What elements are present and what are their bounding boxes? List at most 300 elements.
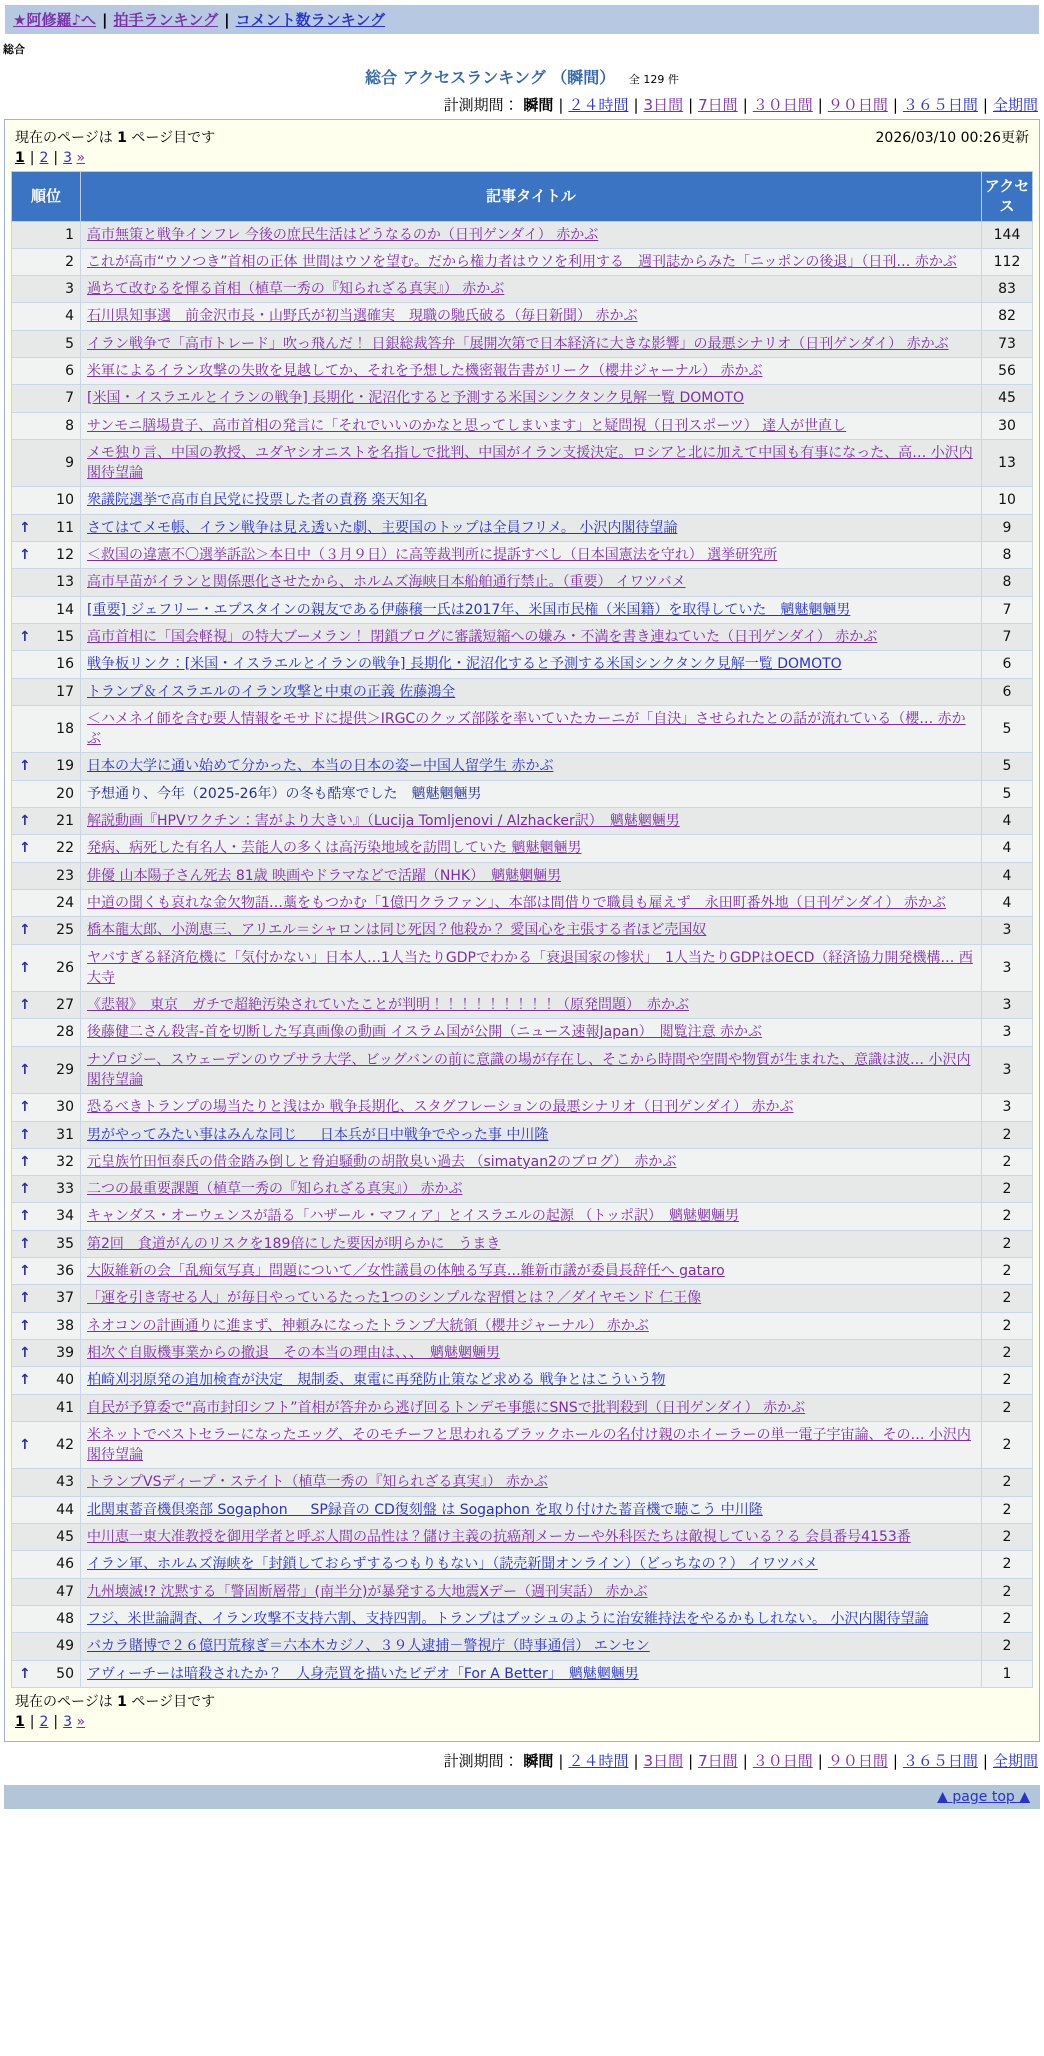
period-link[interactable]: ３６５日間 xyxy=(902,1751,978,1770)
rank-number: 32 xyxy=(56,1153,74,1170)
access-count: 3 xyxy=(982,992,1033,1019)
page-link[interactable]: 2 xyxy=(39,150,49,166)
article-link[interactable]: 高市早苗がイランと関係悪化させたから、ホルムズ海峡日本船舶通行禁止。（重要） イワツバメ xyxy=(87,574,686,591)
title-cell xyxy=(81,542,982,569)
table-row xyxy=(12,1230,1033,1257)
article-link[interactable]: キャンダス・オーウェンスが語る「ハザール・マフィア」とイスラエルの起源 （トッポ訳） 魑魅魍魎男 xyxy=(87,1208,739,1225)
article-link[interactable]: [重要] ジェフリー・エプスタインの親友である伊藤穣一氏は2017年、米国市民権（米国籍）を取得していた 魑魅魍魎男 xyxy=(87,601,851,618)
rank-number: 39 xyxy=(56,1344,74,1361)
article-link[interactable]: ナゾロジー、スウェーデンのウプサラ大学、ビッグバンの前に意識の場が存在し、そこから時間や空間や物質が生まれた、意識は波… 小沢内閣待望論 xyxy=(87,1051,971,1088)
access-count: 5 xyxy=(982,705,1033,753)
title-cell xyxy=(81,944,982,992)
rank-cell xyxy=(12,1019,81,1046)
table-row xyxy=(12,514,1033,541)
pagination-top xyxy=(11,148,1033,171)
period-link[interactable]: ３６５日間 xyxy=(902,96,978,114)
rank-cell xyxy=(12,357,81,384)
current-page-text: 現在のページは 1 ページ目です xyxy=(15,130,216,146)
rank-cell xyxy=(12,1469,81,1496)
rank-number: 2 xyxy=(65,253,74,270)
rank-number: 42 xyxy=(56,1437,74,1453)
title-cell xyxy=(81,1312,982,1339)
title-cell xyxy=(81,1469,982,1496)
access-count: 83 xyxy=(982,276,1033,303)
rank-up-arrow-icon: ↑ xyxy=(19,840,31,857)
access-count: 2 xyxy=(982,1176,1033,1203)
article-link[interactable]: 日本の大学に通い始めて分かった、本当の日本の姿ー中国人留学生 赤かぶ xyxy=(87,758,554,775)
title-cell xyxy=(81,221,982,248)
page-top-link[interactable]: ▲ page top ▲ xyxy=(937,1788,1030,1805)
rank-up-arrow-icon: ↑ xyxy=(19,1181,31,1198)
rank-cell xyxy=(12,412,81,439)
period-link[interactable]: ９０日間 xyxy=(827,96,888,114)
rank-number: 3 xyxy=(65,281,74,298)
article-link[interactable]: [米国・イスラエルとイランの戦争] 長期化・泥沼化すると予測する米国シンクタンク見解一覧 DOMOTO xyxy=(87,390,744,407)
separator: | xyxy=(982,1751,988,1770)
title-cell xyxy=(81,1230,982,1257)
separator: | xyxy=(102,11,108,29)
rank-cell xyxy=(12,808,81,835)
rank-cell xyxy=(12,1339,81,1366)
rank-number: 14 xyxy=(56,601,74,618)
article-link[interactable]: 米ネットでベストセラーになったエッグ、そのモチーフと思われるブラックホールの名付け親のホイーラーの単一電子宇宙論、その… 小沢内閣待望論 xyxy=(87,1426,971,1464)
rank-number: 30 xyxy=(56,1099,74,1116)
rank-cell xyxy=(12,1394,81,1421)
separator: | xyxy=(892,1751,898,1770)
rank-up-arrow-icon: ↑ xyxy=(19,1099,31,1116)
rank-cell xyxy=(12,1660,81,1687)
table-row xyxy=(12,1285,1033,1312)
table-row xyxy=(12,1094,1033,1121)
rank-number: 25 xyxy=(56,922,74,939)
rank-cell xyxy=(12,835,81,862)
rank-up-arrow-icon: ↑ xyxy=(19,628,31,645)
article-link[interactable]: 九州壊滅!? 沈黙する「警固断層帯」(南半分)が暴発する大地震Xデー（週刊実話） 赤かぶ xyxy=(87,1583,648,1600)
article-link[interactable]: 戦争板リンク：[米国・イスラエルとイランの戦争] 長期化・泥沼化すると予測する米国シンクタンク見解一覧 DOMOTO xyxy=(87,656,842,673)
article-link[interactable]: 大阪維新の会「乱痴気写真」問題について／女性議員の体触る写真…維新市議が委員長辞任へ gataro xyxy=(87,1263,725,1280)
article-link[interactable]: アヴィーチーは暗殺されたか？ 人身売買を描いたビデオ「For A Better」 魑魅魍魎男 xyxy=(87,1665,639,1682)
access-count: 73 xyxy=(982,330,1033,357)
title-cell xyxy=(81,385,982,412)
table-row xyxy=(12,835,1033,862)
rank-cell xyxy=(12,1421,81,1469)
period-nav-bottom xyxy=(0,1750,1038,1771)
next-page-link[interactable]: » xyxy=(76,1713,86,1730)
title-cell xyxy=(81,1285,982,1312)
article-link[interactable]: 第2回 食道がんのリスクを189倍にした要因が明らかに うまき xyxy=(87,1235,501,1252)
access-count: 2 xyxy=(982,1578,1033,1605)
access-count: 9 xyxy=(982,514,1033,541)
rank-number: 37 xyxy=(56,1290,74,1307)
article-link[interactable]: イラン戦争で「高市トレード」吹っ飛んだ！ 日銀総裁答弁「展開次第で日本経済に大きな影響」の最悪シナリオ（日刊ゲンダイ） 赤かぶ xyxy=(87,335,949,352)
separator: | xyxy=(558,96,564,114)
article-link[interactable]: 解説動画『HPVワクチン：害がより大きい』（Lucija Tomljenovi / Alzhacker訳） 魑魅魍魎男 xyxy=(87,813,680,830)
article-link[interactable]: 発病、病死した有名人・芸能人の多くは高汚染地域を訪問していた 魑魅魍魎男 xyxy=(87,840,582,857)
table-row xyxy=(12,1421,1033,1469)
table-row xyxy=(12,1578,1033,1605)
access-count: 2 xyxy=(982,1258,1033,1285)
topbar-link[interactable]: ★阿修羅♪へ xyxy=(13,11,97,29)
page-link[interactable]: 2 xyxy=(39,1713,49,1730)
access-count: 2 xyxy=(982,1121,1033,1148)
rank-cell xyxy=(12,1633,81,1660)
separator: | xyxy=(688,96,694,114)
access-count: 82 xyxy=(982,303,1033,330)
rank-cell xyxy=(12,753,81,780)
table-row xyxy=(12,1605,1033,1632)
topbar-link[interactable]: 拍手ランキング xyxy=(113,11,219,29)
page-link[interactable]: 3 xyxy=(63,150,73,166)
article-link[interactable]: 相次ぐ自販機事業からの撤退 その本当の理由は、、、 魑魅魍魎男 xyxy=(87,1344,500,1361)
separator: | xyxy=(29,1713,35,1730)
rank-cell xyxy=(12,596,81,623)
rank-cell xyxy=(12,1551,81,1578)
rank-up-arrow-icon: ↑ xyxy=(19,813,31,830)
rank-number: 19 xyxy=(56,758,74,775)
table-row xyxy=(12,1524,1033,1551)
rank-cell xyxy=(12,1578,81,1605)
article-link[interactable]: 二つの最重要課題（植草一秀の『知られざる真実』） 赤かぶ xyxy=(87,1181,463,1198)
rank-number: 38 xyxy=(56,1317,74,1334)
article-link[interactable]: 後藤健二さん殺害-首を切断した写真画像の動画 イスラム国が公開（ニュース速報Japan） 閲覧注意 赤かぶ xyxy=(87,1024,763,1041)
period-link[interactable]: 全期間 xyxy=(992,96,1038,114)
access-count: 4 xyxy=(982,808,1033,835)
top-nav-bar xyxy=(5,5,1039,34)
period-nav-top xyxy=(0,94,1038,115)
article-link[interactable]: ネオコンの計画通りに進まず、神頼みになったトランプ大統領（櫻井ジャーナル） 赤かぶ xyxy=(87,1317,649,1334)
article-link[interactable]: ＜救国の違憲不〇選挙訴訟＞本日中（３月９日）に高等裁判所に提訴すべし（日本国憲法を守れ） 選挙研究所 xyxy=(87,547,778,564)
access-count: 2 xyxy=(982,1421,1033,1469)
article-link[interactable]: バカラ賭博で２６億円荒稼ぎ＝六本木カジノ、３９人逮捕－警視庁（時事通信） エンセン xyxy=(87,1638,650,1655)
access-count: 2 xyxy=(982,1394,1033,1421)
article-link[interactable]: 「運を引き寄せる人」が毎日やっているたった1つのシンプルな習慣とは？／ダイヤモンド 仁王像 xyxy=(87,1290,702,1307)
rank-number: 44 xyxy=(56,1501,74,1518)
rank-up-arrow-icon: ↑ xyxy=(19,1290,31,1307)
table-row xyxy=(12,944,1033,992)
period-label: 計測期間： xyxy=(443,1751,524,1770)
access-count: 2 xyxy=(982,1605,1033,1632)
access-count: 13 xyxy=(982,439,1033,487)
rank-number: 4 xyxy=(65,308,74,325)
rank-cell xyxy=(12,917,81,944)
page-info-bottom xyxy=(11,1688,1033,1712)
article-link[interactable]: 高市無策と戦争インフレ 今後の庶民生活はどうなるのか（日刊ゲンダイ） 赤かぶ xyxy=(87,226,599,243)
rank-cell xyxy=(12,1046,81,1094)
title-cell xyxy=(81,808,982,835)
separator: | xyxy=(817,1751,823,1770)
article-link[interactable]: 高市首相に「国会軽視」の特大ブーメラン！ 閉鎖ブログに審議短縮への嫌み・不満を書き連ねていた（日刊ゲンダイ） 赤かぶ xyxy=(87,628,878,645)
title-cell xyxy=(81,1605,982,1632)
table-row xyxy=(12,1176,1033,1203)
table-row xyxy=(12,705,1033,753)
rank-cell xyxy=(12,1285,81,1312)
rank-number: 49 xyxy=(56,1638,74,1655)
title-cell xyxy=(81,1019,982,1046)
table-row xyxy=(12,1394,1033,1421)
access-count: 6 xyxy=(982,651,1033,678)
separator: | xyxy=(982,96,988,114)
rank-cell xyxy=(12,569,81,596)
title-cell xyxy=(81,412,982,439)
period-link[interactable]: 全期間 xyxy=(992,1751,1038,1770)
title-cell xyxy=(81,917,982,944)
period-link[interactable]: ３０日間 xyxy=(752,1751,813,1770)
title-cell xyxy=(81,1633,982,1660)
article-link[interactable]: トランプVSディープ・ステイト（植草一秀の『知られざる真実』） 赤かぶ xyxy=(87,1474,548,1491)
rank-number: 5 xyxy=(65,335,74,352)
table-row xyxy=(12,1660,1033,1687)
title-cell xyxy=(81,889,982,916)
rank-cell xyxy=(12,944,81,992)
article-link[interactable]: 米軍によるイラン攻撃の失敗を見越してか、それを予想した機密報告書がリーク（櫻井ジャーナル） 赤かぶ xyxy=(87,362,763,379)
next-page-link[interactable]: » xyxy=(76,150,86,166)
separator: | xyxy=(817,96,823,114)
access-column-header: アクセス xyxy=(982,172,1033,222)
page-link[interactable]: 3 xyxy=(63,1713,73,1730)
rank-cell xyxy=(12,705,81,753)
table-row xyxy=(12,303,1033,330)
title-cell xyxy=(81,753,982,780)
table-row xyxy=(12,992,1033,1019)
rank-cell xyxy=(12,1605,81,1632)
article-link[interactable]: 北関東蓄音機倶楽部 Sogaphon ＿ SP録音の CD復刻盤 は Sogaphon を取り付けた蓄音機で聴こう 中川隆 xyxy=(87,1501,763,1518)
updated-timestamp: 2026/03/10 00:26更新 xyxy=(875,130,1029,146)
rank-number: 47 xyxy=(56,1583,74,1600)
article-link[interactable]: 俳優 山本陽子さん死去 81歳 映画やドラマなどで活躍（NHK） 魑魅魍魎男 xyxy=(87,867,562,884)
table-row xyxy=(12,596,1033,623)
title-cell xyxy=(81,1094,982,1121)
rank-cell xyxy=(12,678,81,705)
access-count: 2 xyxy=(982,1551,1033,1578)
table-row xyxy=(12,808,1033,835)
rank-number: 45 xyxy=(56,1529,74,1546)
title-cell xyxy=(81,330,982,357)
access-count: 7 xyxy=(982,623,1033,650)
access-count: 10 xyxy=(982,487,1033,514)
access-count: 4 xyxy=(982,889,1033,916)
separator: | xyxy=(892,96,898,114)
article-link[interactable]: 柏崎刈羽原発の追加検査が決定 規制委、東電に再発防止策など求める 戦争とはこういう物 xyxy=(87,1372,666,1389)
rank-number: 24 xyxy=(56,894,74,911)
rank-up-arrow-icon: ↑ xyxy=(19,1317,31,1334)
table-row xyxy=(12,487,1033,514)
table-row xyxy=(12,542,1033,569)
bottom-spacer xyxy=(0,1809,1044,1839)
table-row xyxy=(12,1148,1033,1175)
article-link[interactable]: 男がやってみたい事はみんな同じ ＿ 日本兵が日中戦争でやった事 中川隆 xyxy=(87,1126,549,1143)
rank-up-arrow-icon: ↑ xyxy=(19,1126,31,1143)
period-link[interactable]: 7日間 xyxy=(698,1751,738,1770)
page-link-current[interactable]: 1 xyxy=(15,150,25,166)
page-info-top xyxy=(11,124,1033,148)
access-count: 2 xyxy=(982,1148,1033,1175)
article-link[interactable]: メモ独り言、中国の教授、ユダヤシオニストを名指しで批判、中国がイラン支援決定。ロシアと北に加えて中国も有事になった、高… 小沢内閣待望論 xyxy=(87,444,973,482)
article-link[interactable]: ヤバすぎる経済危機に「気付かない」日本人…1人当たりGDPでわかる「衰退国家の惨状」 1人当たりGDPはOECD（経済協力開発機構… 西大寺 xyxy=(87,949,973,986)
period-link[interactable]: 3日間 xyxy=(643,96,684,114)
rank-cell xyxy=(12,623,81,650)
access-count: 3 xyxy=(982,1019,1033,1046)
title-cell xyxy=(81,1421,982,1469)
access-count: 3 xyxy=(982,1094,1033,1121)
rank-number: 23 xyxy=(56,867,74,884)
separator: | xyxy=(53,1713,59,1730)
rank-cell xyxy=(12,439,81,487)
article-link[interactable]: 中川恵一東大准教授を御用学者と呼ぶ人間の品性は？儲け主義の抗癌剤メーカーや外科医たちは敵視している？る 会員番号4153番 xyxy=(87,1529,911,1546)
title-cell xyxy=(81,1367,982,1394)
separator: | xyxy=(558,1751,564,1770)
rank-cell xyxy=(12,780,81,807)
rank-up-arrow-icon: ↑ xyxy=(19,1061,31,1078)
title-cell xyxy=(81,1551,982,1578)
article-link[interactable]: サンモニ膳場貴子、高市首相の発言に「それでいいのかなと思ってしまいます」と疑問視（日刊スポーツ） 達人が世直し xyxy=(87,417,847,434)
pagination-bottom xyxy=(11,1712,1033,1735)
page-top-bar xyxy=(4,1785,1040,1809)
table-row xyxy=(12,357,1033,384)
rank-number: 31 xyxy=(56,1126,74,1143)
period-label: 計測期間： xyxy=(443,96,524,114)
table-row xyxy=(12,248,1033,275)
period-current: 瞬間 xyxy=(523,1751,554,1770)
article-link[interactable]: 衆議院選挙で高市自民党に投票した者の責務 楽天知名 xyxy=(87,492,428,509)
table-row xyxy=(12,1121,1033,1148)
table-row xyxy=(12,439,1033,487)
rank-up-arrow-icon: ↑ xyxy=(19,1235,31,1252)
access-count: 2 xyxy=(982,1203,1033,1230)
rank-cell xyxy=(12,1176,81,1203)
current-page-number: 1 xyxy=(117,1693,127,1710)
rank-cell xyxy=(12,542,81,569)
title-cell xyxy=(81,835,982,862)
article-link[interactable]: ＜ハメネイ師を含む要人情報をモサドに提供＞IRGCのクッズ部隊を率いていたカーニが「自決」させられたとの話が流れている（櫻… 赤かぶ xyxy=(87,710,966,748)
rank-number: 10 xyxy=(56,492,74,509)
access-count: 2 xyxy=(982,1496,1033,1523)
article-title: 予想通り、今年（2025-26年）の冬も酷寒でした 魑魅魍魎男 xyxy=(87,785,482,802)
table-row xyxy=(12,862,1033,889)
rank-column-header: 順位 xyxy=(12,172,81,222)
rank-number: 50 xyxy=(56,1665,74,1682)
rank-up-arrow-icon: ↑ xyxy=(19,1263,31,1280)
access-count: 8 xyxy=(982,542,1033,569)
title-cell xyxy=(81,780,982,807)
title-cell xyxy=(81,678,982,705)
rank-up-arrow-icon: ↑ xyxy=(19,1372,31,1389)
rank-up-arrow-icon: ↑ xyxy=(19,997,31,1014)
current-page-text: 現在のページは 1 ページ目です xyxy=(15,1693,216,1710)
access-count: 56 xyxy=(982,357,1033,384)
rank-up-arrow-icon: ↑ xyxy=(19,547,31,564)
total-count: 全 129 件 xyxy=(628,73,679,86)
rank-number: 48 xyxy=(56,1610,74,1627)
rank-cell xyxy=(12,1524,81,1551)
rank-cell xyxy=(12,1121,81,1148)
rank-number: 12 xyxy=(56,547,74,564)
article-link[interactable]: トランプ＆イスラエルのイラン攻撃と中東の正義 佐藤鴻全 xyxy=(87,683,456,700)
rank-cell xyxy=(12,889,81,916)
article-link[interactable]: 石川県知事選 前金沢市長・山野氏が初当選確実 現職の馳氏破る（毎日新聞） 赤かぶ xyxy=(87,308,638,325)
article-link[interactable]: フジ、米世論調査、イラン攻撃不支持六割、支持四割。トランプはブッシュのように治安維持法をやるかもしれない。 小沢内閣待望論 xyxy=(87,1610,929,1627)
rank-cell xyxy=(12,330,81,357)
table-row xyxy=(12,1258,1033,1285)
period-link[interactable]: 3日間 xyxy=(643,1751,684,1770)
period-link[interactable]: ２４時間 xyxy=(568,1751,629,1770)
title-cell xyxy=(81,992,982,1019)
rank-number: 41 xyxy=(56,1399,74,1416)
access-count: 2 xyxy=(982,1312,1033,1339)
rank-cell xyxy=(12,303,81,330)
title-cell xyxy=(81,1496,982,1523)
title-cell xyxy=(81,1339,982,1366)
article-link[interactable]: 中道の聞くも哀れな金欠物語…藁をもつかむ「1億円クラファン」、本部は間借りで職員も雇えず 永田町番外地（日刊ゲンダイ） 赤かぶ xyxy=(87,894,946,911)
article-link[interactable]: 橋本龍太郎、小渕恵三、アリエル＝シャロンは同じ死因？他殺か？ 愛国心を主張する者ほど売国奴 xyxy=(87,922,707,939)
period-link[interactable]: ２４時間 xyxy=(568,96,629,114)
article-link[interactable]: 《悲報》 東京 ガチで超絶汚染されていたことが判明！！！！！！！！！（原発問題） 赤かぶ xyxy=(87,997,689,1014)
period-link[interactable]: ３０日間 xyxy=(752,96,813,114)
article-link[interactable]: これが高市“ウソつき”首相の正体 世間はウソを望む。だから権力者はウソを利用する 週刊誌からみた「ニッポンの後退」（日刊… 赤かぶ xyxy=(87,253,957,270)
ranking-table xyxy=(11,171,1033,1688)
title-cell xyxy=(81,1176,982,1203)
rank-cell xyxy=(12,992,81,1019)
separator: | xyxy=(633,1751,639,1770)
article-link[interactable]: さてはてメモ帳、イラン戦争は見え透いた劇、主要国のトップは全員フリメ。 小沢内閣待望論 xyxy=(87,519,678,536)
rank-cell xyxy=(12,514,81,541)
rank-up-arrow-icon: ↑ xyxy=(19,1344,31,1361)
rank-number: 46 xyxy=(56,1556,74,1573)
table-row xyxy=(12,1046,1033,1094)
article-link[interactable]: 元皇族竹田恒泰氏の借金踏み倒しと脅迫騒動の胡散臭い過去 （simatyan2のブログ） 赤かぶ xyxy=(87,1153,677,1170)
title-cell xyxy=(81,1660,982,1687)
table-header-row xyxy=(12,172,1033,222)
table-row xyxy=(12,276,1033,303)
title-cell xyxy=(81,1394,982,1421)
rank-up-arrow-icon: ↑ xyxy=(19,1153,31,1170)
rank-cell xyxy=(12,1258,81,1285)
article-link[interactable]: イラン軍、ホルムズ海峡を「封鎖しておらずするつもりもない」（読売新聞オンライン）（どっちなの？） イワツバメ xyxy=(87,1556,818,1573)
page-title: 総合 アクセスランキング （瞬間） xyxy=(365,68,616,87)
rank-cell xyxy=(12,1148,81,1175)
article-link[interactable]: 過ちて改むるを憚る首相（植草一秀の『知られざる真実』） 赤かぶ xyxy=(87,281,505,298)
rank-number: 26 xyxy=(56,959,74,976)
access-count: 1 xyxy=(982,1660,1033,1687)
title-cell xyxy=(81,651,982,678)
rank-cell xyxy=(12,1230,81,1257)
title-cell xyxy=(81,276,982,303)
rank-up-arrow-icon: ↑ xyxy=(19,922,31,939)
access-count: 2 xyxy=(982,1285,1033,1312)
period-link[interactable]: 7日間 xyxy=(698,96,738,114)
table-row xyxy=(12,1203,1033,1230)
access-count: 4 xyxy=(982,835,1033,862)
title-cell xyxy=(81,1258,982,1285)
rank-up-arrow-icon: ↑ xyxy=(19,519,31,536)
page-link-current[interactable]: 1 xyxy=(15,1713,25,1730)
rank-number: 22 xyxy=(56,840,74,857)
access-count: 2 xyxy=(982,1367,1033,1394)
table-row xyxy=(12,569,1033,596)
table-row xyxy=(12,1496,1033,1523)
rank-number: 9 xyxy=(65,455,74,472)
article-link[interactable]: 自民が予算委で“高市封印シフト”首相が答弁から逃げ回るトンデモ事態にSNSで批判殺到（日刊ゲンダイ） 赤かぶ xyxy=(87,1399,806,1416)
topbar-link[interactable]: コメント数ランキング xyxy=(235,11,386,29)
access-count: 8 xyxy=(982,569,1033,596)
period-link[interactable]: ９０日間 xyxy=(827,1751,888,1770)
rank-number: 43 xyxy=(56,1474,74,1491)
rank-number: 7 xyxy=(65,390,74,407)
title-cell xyxy=(81,705,982,753)
article-link[interactable]: 恐るべきトランプの場当たりと浅はか 戦争長期化、スタグフレーションの最悪シナリオ（日刊ゲンダイ） 赤かぶ xyxy=(87,1099,794,1116)
access-count: 2 xyxy=(982,1230,1033,1257)
rank-number: 40 xyxy=(56,1372,74,1389)
separator: | xyxy=(53,150,59,166)
